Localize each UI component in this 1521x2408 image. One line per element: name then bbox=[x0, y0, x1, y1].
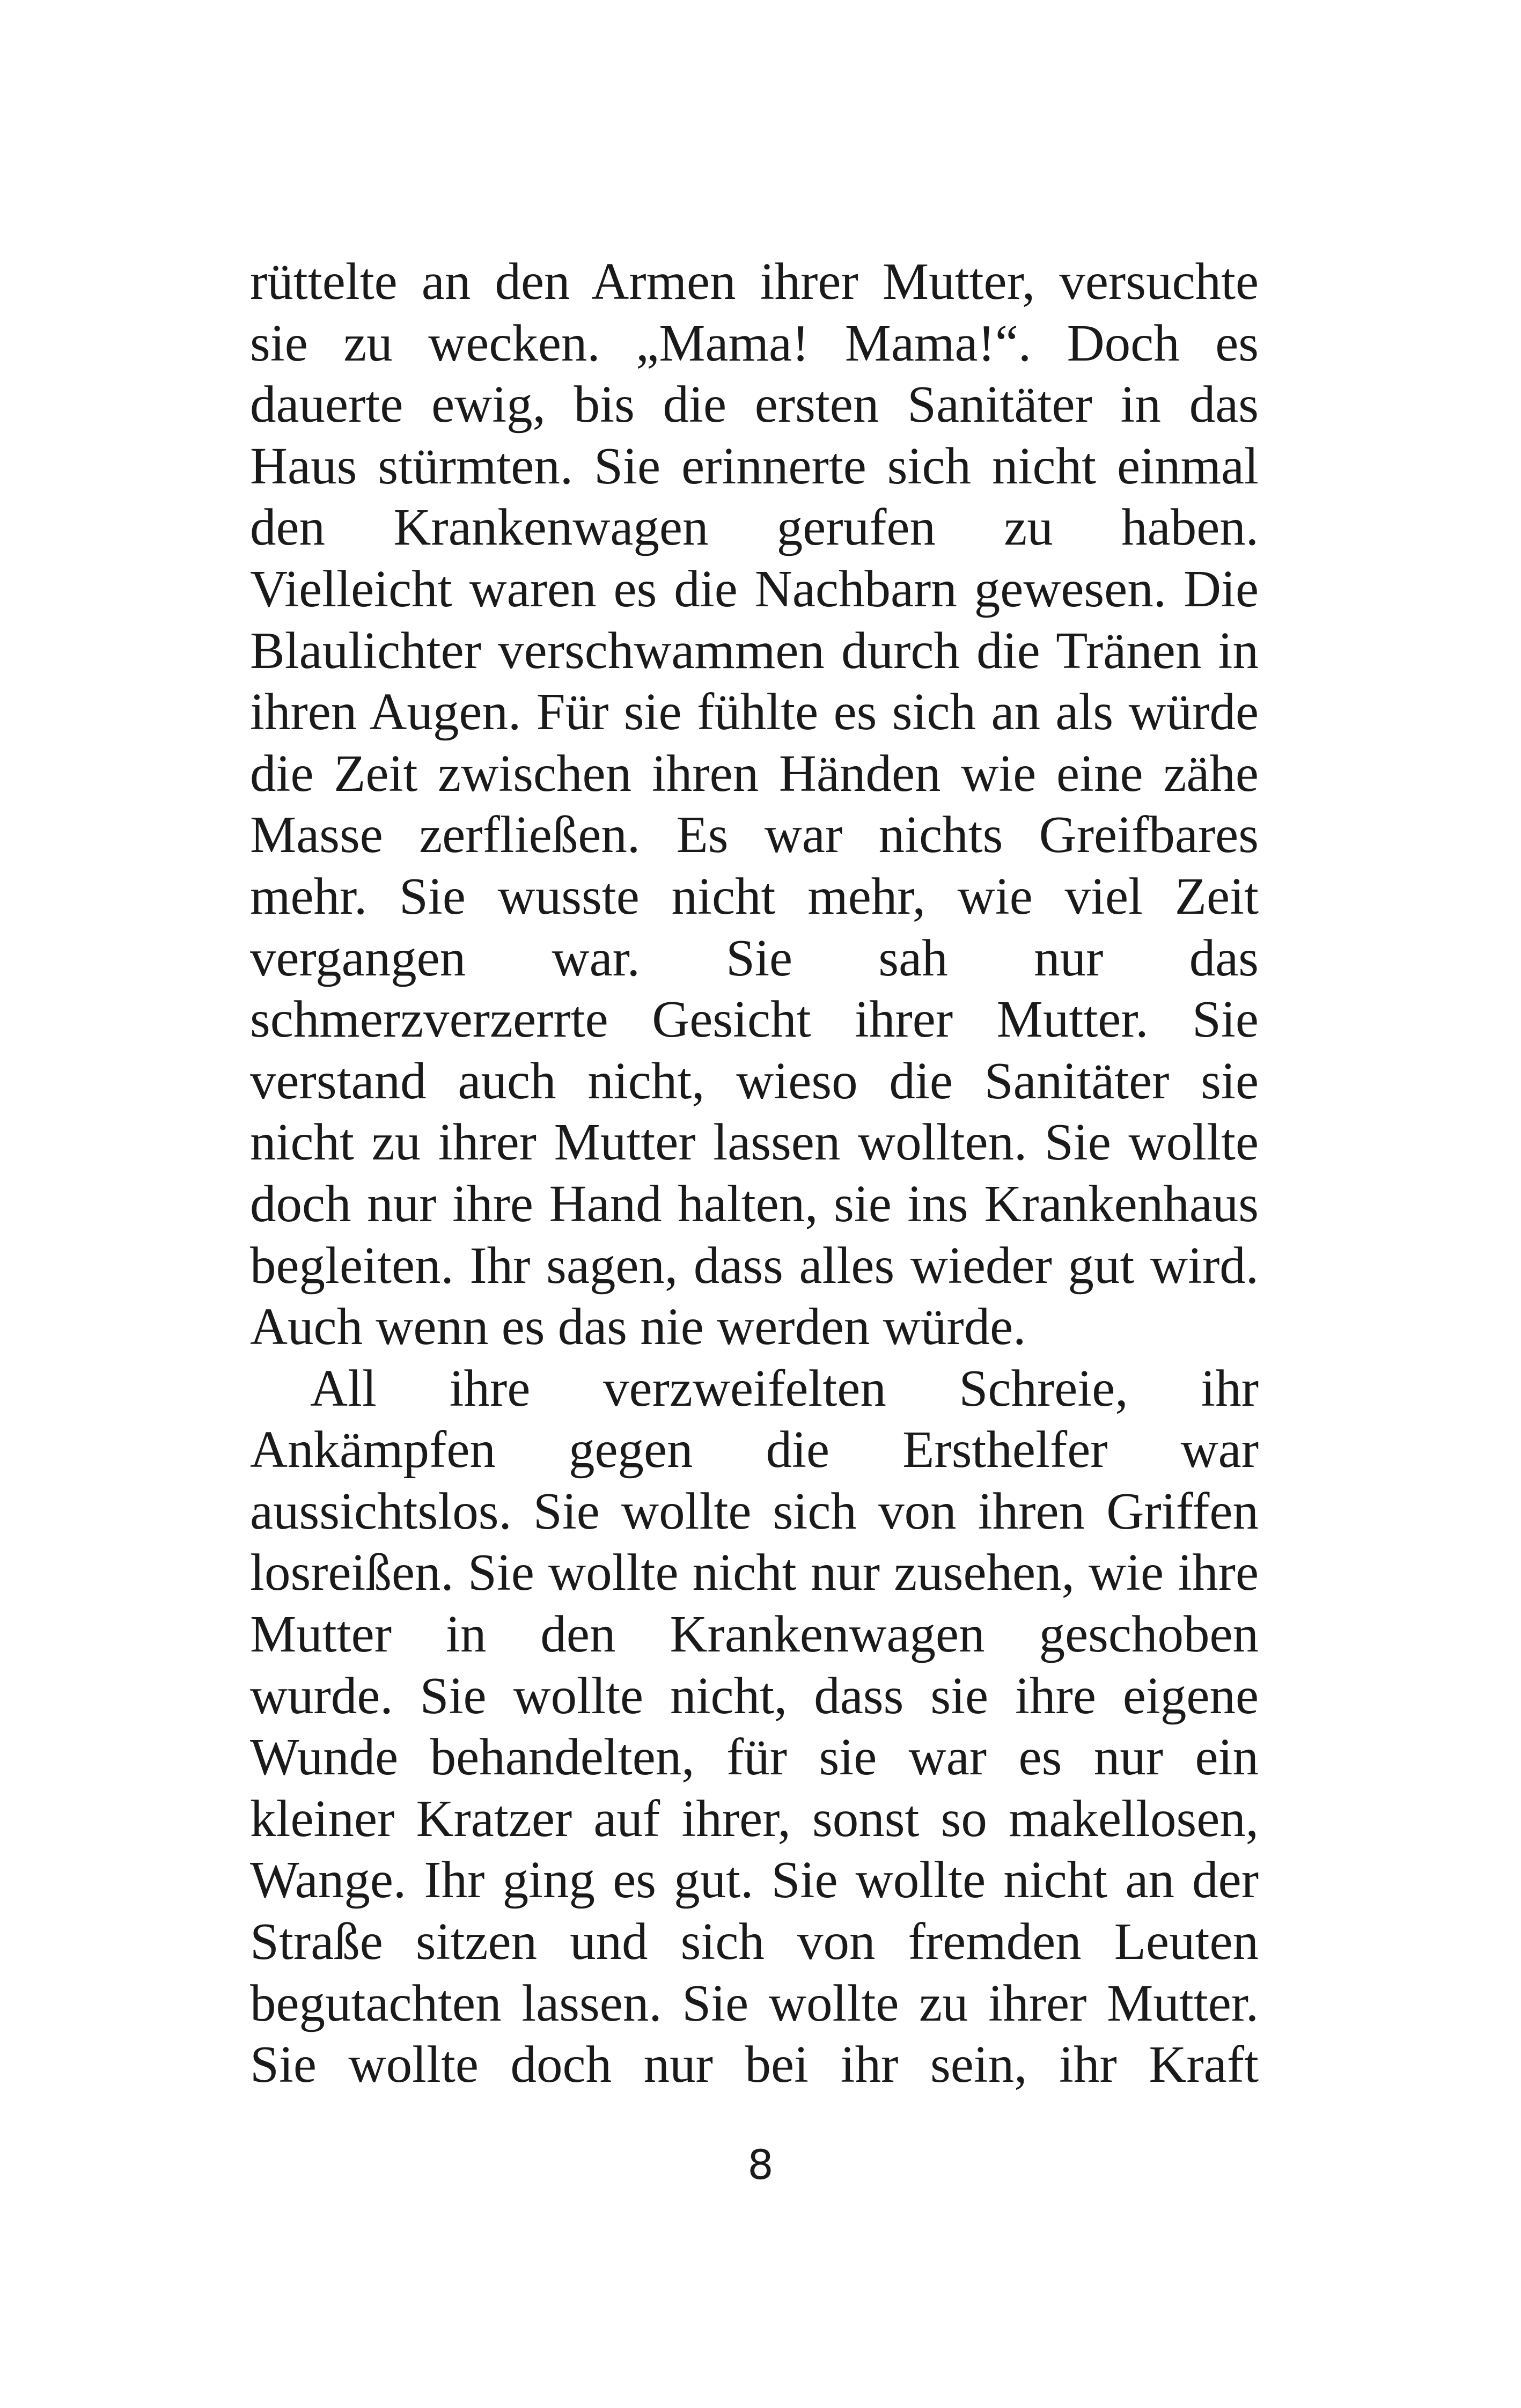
text-line: Auch wenn es das nie werden würde. bbox=[250, 1298, 1026, 1356]
text-line: Vielleicht waren es die Nachbarn gewesen. Die bbox=[250, 560, 1259, 618]
page-number: 8 bbox=[747, 2141, 774, 2189]
text-line: Straße sitzen und sich von fremden Leuten bbox=[250, 1913, 1259, 1971]
text-line: die Zeit zwischen ihren Händen wie eine zähe bbox=[250, 744, 1259, 802]
text-line: den Krankenwagen gerufen zu haben. bbox=[250, 498, 1259, 556]
text-line: Mutter in den Krankenwagen geschoben bbox=[250, 1605, 1259, 1663]
text-line: begleiten. Ihr sagen, dass alles wieder gut wird. bbox=[250, 1236, 1259, 1294]
text-line: wurde. Sie wollte nicht, dass sie ihre eigene bbox=[250, 1666, 1259, 1724]
text-line: kleiner Kratzer auf ihrer, sonst so makellosen, bbox=[250, 1789, 1259, 1847]
text-line: schmerzverzerrte Gesicht ihrer Mutter. Sie bbox=[250, 990, 1259, 1048]
text-line: losreißen. Sie wollte nicht nur zusehen, wie ihre bbox=[250, 1544, 1259, 1602]
text-line: dauerte ewig, bis die ersten Sanitäter in das bbox=[250, 376, 1259, 434]
text-line: mehr. Sie wusste nicht mehr, wie viel Zeit bbox=[250, 867, 1259, 925]
text-line: begutachten lassen. Sie wollte zu ihrer Mutter. bbox=[250, 1974, 1259, 2032]
text-line: sie zu wecken. „Mama! Mama!“. Doch es bbox=[250, 314, 1259, 372]
text-line: doch nur ihre Hand halten, sie ins Krankenhaus bbox=[250, 1174, 1259, 1232]
text-line: rüttelte an den Armen ihrer Mutter, versuchte bbox=[250, 253, 1259, 310]
text-line: Wunde behandelten, für sie war es nur ein bbox=[250, 1728, 1259, 1786]
text-line: verstand auch nicht, wieso die Sanitäter sie bbox=[250, 1052, 1259, 1110]
text-line: All ihre verzweifelten Schreie, ihr bbox=[310, 1359, 1259, 1417]
text-line: aussichtslos. Sie wollte sich von ihren Griffen bbox=[250, 1482, 1259, 1540]
text-line: Blaulichter verschwammen durch die Tränen in bbox=[250, 621, 1259, 679]
text-line: Wange. Ihr ging es gut. Sie wollte nicht an der bbox=[250, 1851, 1259, 1909]
text-line: vergangen war. Sie sah nur das bbox=[250, 929, 1259, 987]
text-line: nicht zu ihrer Mutter lassen wollten. Sie wollte bbox=[250, 1113, 1259, 1171]
text-line: Masse zerfließen. Es war nichts Greifbares bbox=[250, 806, 1259, 864]
text-line: Haus stürmten. Sie erinnerte sich nicht einmal bbox=[250, 437, 1259, 495]
text-line: Ankämpfen gegen die Ersthelfer war bbox=[250, 1421, 1259, 1479]
text-line: Sie wollte doch nur bei ihr sein, ihr Kraft bbox=[250, 2036, 1259, 2094]
body-text bbox=[250, 251, 1259, 2096]
text-line: ihren Augen. Für sie fühlte es sich an als würde bbox=[250, 683, 1259, 741]
